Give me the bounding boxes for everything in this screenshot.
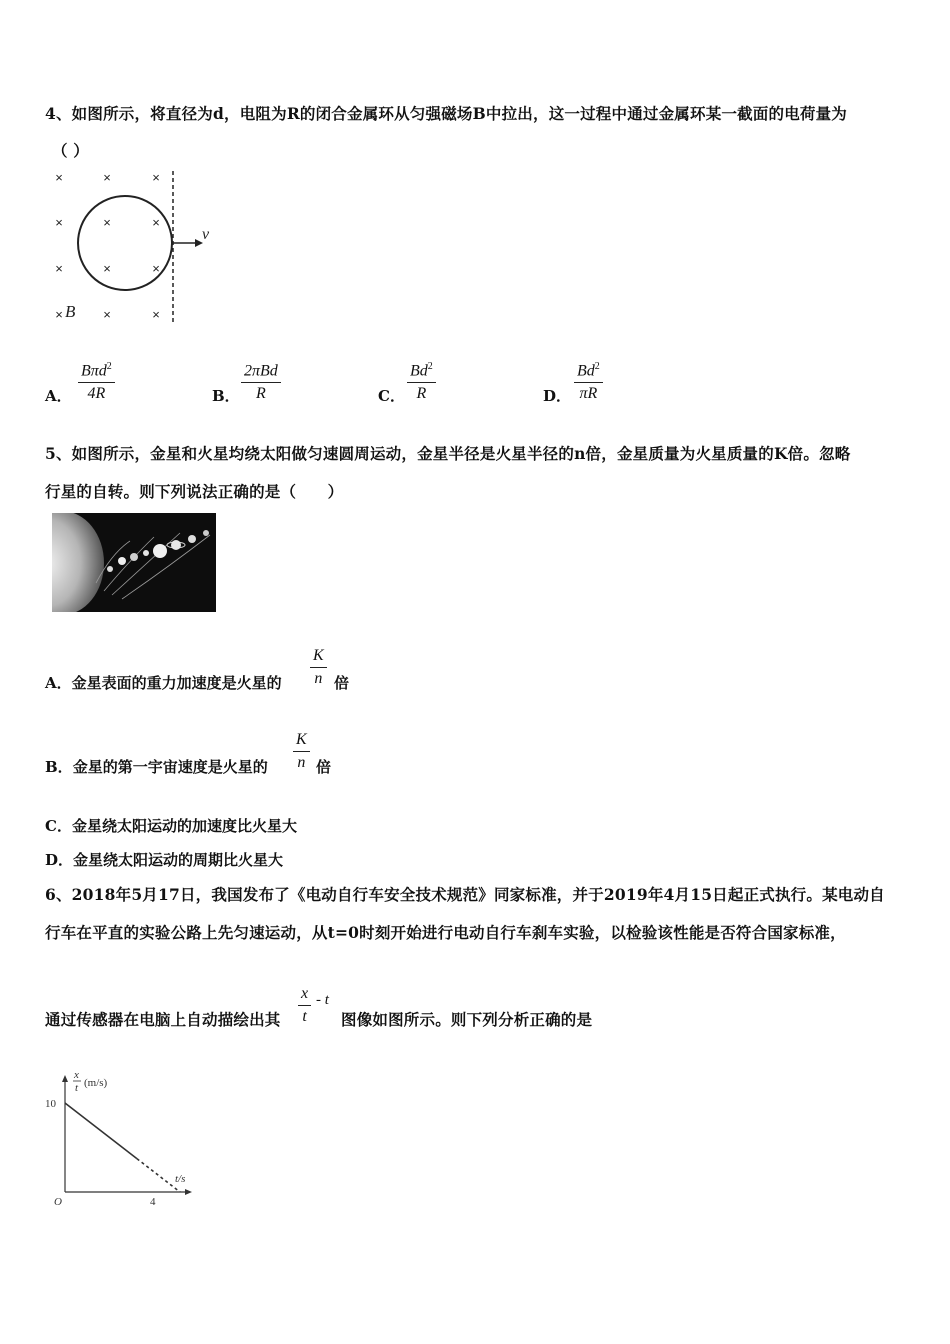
q6-stem-line3-pre: 通过传感器在电脑上自动描绘出其 (45, 1010, 281, 1029)
q4-stem-line1: 4、如图所示，将直径为d，电阻为R的闭合金属环从匀强磁场B中拉出，这一过程中通过金属环某一截面的电荷量为 (45, 104, 848, 123)
field-cross-mark: × (103, 215, 111, 230)
planet-shape (143, 550, 149, 556)
q6-stem-line2: 行车在平直的实验公路上先匀速运动，从t=0时刻开始进行电动自行车刹车实验，以检验该性能是否符合国家标准， (45, 923, 846, 942)
y-axis-arrow (62, 1075, 68, 1082)
q5-stem-line2: 行星的自转。则下列说法正确的是（ ） (45, 482, 344, 501)
planet-shape (171, 540, 181, 550)
field-cross-mark: × (152, 170, 160, 185)
q6-xt-t-chart (40, 1065, 205, 1210)
series-dashed-line (137, 1159, 180, 1192)
q6-stem-fraction: $\frac{x}{t}$ (298, 983, 311, 1028)
planet-shape (130, 553, 138, 561)
planet-shape (188, 535, 196, 543)
q5-option-c[interactable]: C．金星绕太阳运动的加速度比火星大 (45, 817, 297, 835)
q4-option-d-fraction: $\frac{Bd^2}{\pi R}$ (574, 356, 603, 405)
q6-stem-line3-post: 图像如图所示。则下列分析正确的是 (341, 1010, 593, 1029)
q6-stem-line1: 6、2018年5月17日，我国发布了《电动自行车安全技术规范》同家标准，并于2019年4月15日起正式执行。某电动自 (45, 885, 885, 904)
origin-label: O (54, 1196, 62, 1208)
planet-shape (153, 544, 167, 558)
q5-option-b-suffix: 倍 (316, 758, 332, 776)
field-cross-mark: × (103, 261, 111, 276)
y-label-num: x (74, 1069, 79, 1081)
field-cross-mark: × (55, 170, 63, 185)
q5-option-a-suffix: 倍 (334, 674, 350, 692)
q4-option-a-fraction: Bπd$^2$ 4R (78, 356, 115, 405)
q6-stem-minus-t: - t (316, 992, 329, 1008)
q4-option-d-label[interactable]: D． (543, 387, 572, 405)
x-axis-arrow (185, 1189, 192, 1195)
q5-option-b-fraction: $\frac{K}{n}$ (293, 729, 310, 774)
solar-system-image (52, 513, 216, 612)
q5-option-d[interactable]: D．金星绕太阳运动的周期比火星大 (45, 851, 284, 869)
y-label-unit: (m/s) (84, 1077, 108, 1089)
metal-ring (78, 196, 172, 290)
q5-option-a-fraction: $\frac{K}{n}$ (310, 645, 327, 690)
field-cross-mark: × (152, 307, 160, 322)
field-cross-mark: × (103, 170, 111, 185)
y-label-den: t (75, 1082, 79, 1094)
q4-stem-line2: （ ） (52, 141, 89, 160)
field-label: B (65, 302, 76, 321)
planet-shape (107, 566, 113, 572)
planet-shape (118, 557, 126, 565)
field-cross-mark: × (55, 307, 63, 322)
q4-option-a-label[interactable]: A． (45, 387, 72, 405)
field-cross-mark: × (55, 261, 63, 276)
velocity-label: v (202, 226, 210, 243)
q5-option-a[interactable]: A．金星表面的重力加速度是火星的 (45, 674, 282, 692)
q4-option-b-fraction: 2πBd R (241, 356, 281, 405)
y-tick-label-10: 10 (45, 1098, 56, 1110)
q5-option-b[interactable]: B．金星的第一宇宙速度是火星的 (45, 758, 268, 776)
x-tick-label-4: 4 (150, 1196, 156, 1208)
field-cross-mark: × (103, 307, 111, 322)
q4-option-b-label[interactable]: B． (212, 387, 240, 405)
field-cross-mark: × (152, 261, 160, 276)
q4-option-c-label[interactable]: C． (378, 387, 405, 405)
q5-stem-line1: 5、如图所示，金星和火星均绕太阳做匀速圆周运动，金星半径是火星半径的n倍，金星质量为火星质量的K倍。忽略 (45, 444, 851, 463)
field-cross-mark: × (152, 215, 160, 230)
field-cross-mark: × (55, 215, 63, 230)
x-label: t/s (175, 1173, 186, 1185)
series-solid-line (65, 1103, 137, 1159)
q4-option-c-fraction: $\frac{Bd^2}{R}$ (407, 356, 436, 405)
planet-shape (203, 530, 209, 536)
q4-magnetic-field-figure (45, 165, 225, 330)
